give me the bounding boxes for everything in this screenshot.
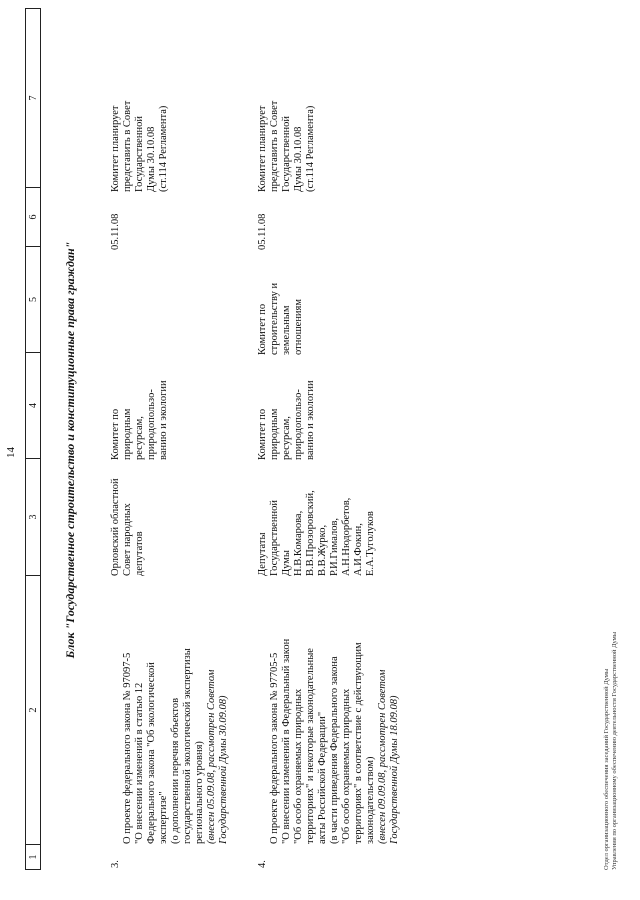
footer-line: Отдел организационного обеспечения заседаний Государственной Думы — [603, 668, 610, 870]
deadline-date: 05.11.08 — [257, 213, 268, 250]
column-number: 3 — [26, 459, 41, 576]
table-row — [110, 0, 250, 900]
column-number: 5 — [26, 247, 41, 353]
column-number-header — [25, 8, 41, 870]
bill-description — [110, 584, 230, 844]
page-number: 14 — [5, 447, 17, 458]
footer — [603, 632, 619, 870]
column-number: 1 — [26, 845, 41, 870]
bill-note: (внесен 05.09.08, рассмотрен Советом Государственной Думы 30.09.08) — [206, 669, 229, 844]
status-note: Комитет планирует представить в Совет Государственной Думы 30.10.08 (ст.114 Регламента) — [257, 100, 316, 192]
bill-description-text: О проекте федерального закона № 97097-5 "О внесении изменений в статью 12 Федерального закона "Об экологической экспертизе" (о дополнении перечня объектов государственной экологической экспертизы регионального уровня) — [122, 648, 205, 844]
column-number: 4 — [26, 353, 41, 459]
bill-note: (внесен 09.09.08, рассмотрен Советом Государственной Думы 18.09.08) — [377, 669, 400, 844]
row-number: 3. — [110, 860, 121, 868]
bill-initiator: Депутаты Государственной Думы Н.В.Комарова, В.В.Прозоровский, В.В.Журко, Р.И.Гималов, А.Н.Нюдорбетов, А.И.Фокин, Е.А.Туголуков — [257, 490, 376, 576]
responsible-committee: Комитет по природным ресурсам, природопользо- ванию и экологии — [257, 380, 316, 460]
column-number: 7 — [26, 9, 41, 188]
responsible-committee: Комитет по природным ресурсам, природопользо- ванию и экологии — [110, 380, 169, 460]
bill-description-text: О проекте федерального закона № 97705-5 "О внесении изменений в Федеральный закон "Об особо охраняемых природных территориях" и некоторые законодательные акты Российской Федерации" (в части приведения Федерального закона "Об особо охраняемых природных территориях" в соответствие с действующим законодательством) — [269, 638, 376, 844]
column-number: 6 — [26, 188, 41, 247]
column-number: 2 — [26, 576, 41, 845]
status-note: Комитет планирует представить в Совет Государственной Думы 30.10.08 (ст.114 Регламента) — [110, 100, 169, 192]
co-executor-committee: Комитет по строительству и земельным отношениям — [257, 282, 304, 355]
row-number: 4. — [257, 860, 268, 868]
table-row — [257, 0, 457, 900]
block-title: Блок "Государственное строительство и конституционные права граждан" — [63, 241, 77, 659]
deadline-date: 05.11.08 — [110, 213, 121, 250]
bill-description — [257, 584, 401, 844]
footer-line: Управления по организационному обеспечению деятельности Государственной Думы — [611, 631, 618, 870]
bill-initiator: Орловский областной Совет народных депутатов — [110, 478, 145, 576]
